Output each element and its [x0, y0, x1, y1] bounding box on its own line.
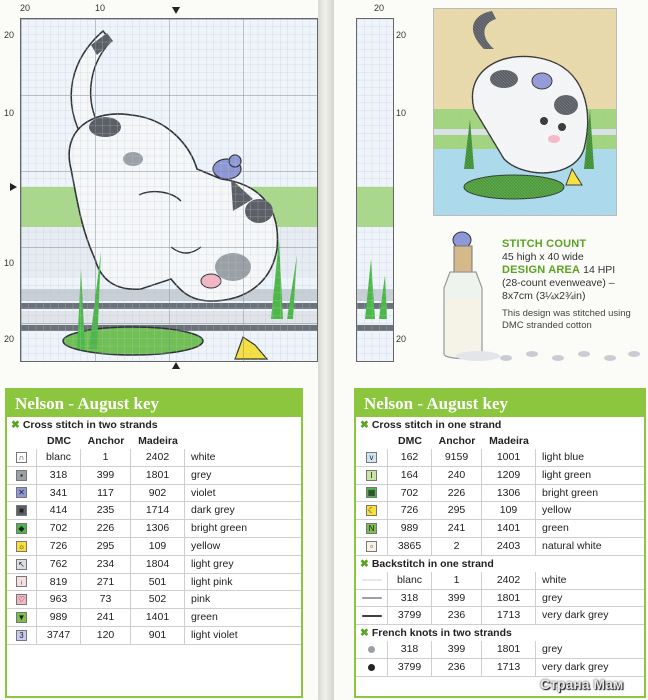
color-name-cell: dark grey [185, 502, 301, 520]
symbol-cell [356, 538, 388, 556]
backstitch-line-icon [362, 615, 382, 617]
color-name-cell: natural white [536, 538, 644, 556]
section-heading-cross-stitch [7, 417, 301, 433]
symbol-cell [7, 556, 37, 574]
design-area-size: 8x7cm (3¼x2¾in) [502, 290, 586, 302]
thread-symbol-icon: ▪ [16, 470, 27, 481]
symbol-column-header [7, 433, 37, 449]
key-title: Nelson - August key [356, 390, 644, 417]
anchor-cell: 399 [432, 590, 482, 608]
madeira-cell: 1801 [131, 467, 185, 485]
symbol-cell [356, 449, 388, 467]
thread-symbol-icon: ☾ [367, 506, 376, 516]
anchor-cell: 295 [432, 502, 482, 520]
section-heading-french-knots [356, 625, 644, 641]
thread-symbol-icon: 3 [16, 630, 27, 641]
chart-artwork-strip [357, 19, 393, 361]
color-name-cell: very dark grey [536, 607, 644, 625]
thread-symbol-icon: ▦ [367, 488, 376, 498]
madeira-cell: 1401 [482, 520, 536, 538]
stitch-count-heading: STITCH COUNT [502, 238, 587, 250]
cross-stitch-chart-right [356, 18, 394, 362]
table-row [7, 485, 301, 503]
dmc-cell: 989 [388, 520, 432, 538]
section-heading-text: Cross stitch in two strands [22, 419, 158, 431]
table-row [7, 609, 301, 627]
design-note: This design was stitched using DMC stranded cotton [502, 308, 631, 331]
anchor-cell: 236 [432, 659, 482, 677]
thread-symbol-icon: ✕ [16, 487, 27, 498]
french-knot-icon [368, 664, 375, 671]
color-name-cell: bright green [536, 485, 644, 503]
anchor-cell: 236 [432, 607, 482, 625]
dmc-cell: 318 [37, 467, 81, 485]
madeira-cell: 1801 [482, 590, 536, 608]
anchor-cell: 399 [81, 467, 131, 485]
cross-mark-icon: ✖ [360, 419, 369, 431]
stitch-info-panel [502, 238, 642, 332]
thread-symbol-icon: ▼ [17, 613, 26, 623]
color-name-cell: light grey [185, 556, 301, 574]
color-name-cell: light green [536, 467, 644, 485]
table-row [356, 607, 644, 625]
backstitch-line-icon [362, 579, 382, 581]
anchor-cell: 234 [81, 556, 131, 574]
thread-symbol-icon: ♡ [17, 595, 26, 605]
table-row [356, 467, 644, 485]
dmc-cell: 726 [37, 538, 81, 556]
anchor-cell: 271 [81, 574, 131, 592]
madeira-cell: 902 [131, 485, 185, 503]
table-row [7, 591, 301, 609]
anchor-cell: 117 [81, 485, 131, 503]
column-header-anchor: Anchor [438, 435, 476, 447]
madeira-cell: 1713 [482, 659, 536, 677]
thread-symbol-icon: ■ [16, 505, 27, 516]
key-title: Nelson - August key [7, 390, 301, 417]
madeira-cell: 109 [131, 538, 185, 556]
madeira-cell: 1001 [482, 449, 536, 467]
dmc-cell: blanc [388, 572, 432, 590]
cross-mark-icon: ✖ [360, 627, 369, 640]
symbol-cell [356, 641, 388, 659]
madeira-cell: 1801 [482, 641, 536, 659]
dmc-cell: 3799 [388, 659, 432, 677]
design-area-heading: DESIGN AREA [502, 264, 581, 276]
column-header-madeira: Madeira [489, 435, 529, 447]
anchor-cell: 73 [81, 591, 131, 609]
anchor-cell: 240 [432, 467, 482, 485]
madeira-cell: 901 [131, 627, 185, 645]
key-table-left [5, 388, 303, 698]
color-name-cell: light blue [536, 449, 644, 467]
bottle-illustration [428, 228, 500, 363]
axis-number: 10 [396, 108, 407, 118]
madeira-cell: 2402 [131, 449, 185, 467]
symbol-cell [7, 485, 37, 503]
color-name-cell: green [536, 520, 644, 538]
dmc-cell: blanc [37, 449, 81, 467]
madeira-cell: 2403 [482, 538, 536, 556]
anchor-cell: 226 [81, 520, 131, 538]
axis-number: 10 [4, 108, 15, 118]
dmc-cell: 318 [388, 641, 432, 659]
dmc-cell: 414 [37, 502, 81, 520]
dmc-cell: 341 [37, 485, 81, 503]
symbol-cell [7, 591, 37, 609]
table-row [7, 502, 301, 520]
dmc-cell: 3865 [388, 538, 432, 556]
thread-symbol-icon: ↖ [16, 559, 27, 570]
anchor-cell: 241 [432, 520, 482, 538]
madeira-cell: 1306 [131, 520, 185, 538]
stitch-count-value: 45 high x 40 wide [502, 251, 584, 263]
symbol-cell [356, 520, 388, 538]
key-rows [7, 449, 301, 645]
anchor-cell: 9159 [432, 449, 482, 467]
color-name-cell: yellow [536, 502, 644, 520]
footprints-decoration [492, 338, 642, 368]
thread-symbol-icon: ᵢ [16, 576, 27, 587]
column-headers [7, 433, 301, 449]
color-name-cell: light pink [185, 574, 301, 592]
dmc-cell: 3747 [37, 627, 81, 645]
design-area-line [502, 264, 642, 277]
symbol-cell [356, 659, 388, 677]
design-area-fabric: (28-count evenweave) – [502, 277, 615, 289]
column-header-anchor: Anchor [87, 435, 125, 447]
symbol-column-header [356, 433, 388, 449]
table-row [356, 590, 644, 608]
color-name-cell: white [536, 572, 644, 590]
thread-symbol-icon: ∩ [16, 452, 27, 463]
table-row [7, 538, 301, 556]
dmc-cell: 819 [37, 574, 81, 592]
chart-artwork [21, 19, 317, 361]
cross-stitch-chart-left [20, 18, 318, 362]
color-name-cell: bright green [185, 520, 301, 538]
symbol-cell [356, 502, 388, 520]
table-row [356, 538, 644, 556]
dmc-cell: 162 [388, 449, 432, 467]
color-name-cell: light violet [185, 627, 301, 645]
thread-symbol-icon: N [366, 523, 377, 534]
axis-number: 20 [4, 334, 15, 344]
symbol-cell [7, 467, 37, 485]
axis-number: 20 [20, 3, 31, 13]
color-name-cell: yellow [185, 538, 301, 556]
madeira-cell: 1401 [131, 609, 185, 627]
axis-number: 20 [396, 30, 407, 40]
color-name-cell: grey [536, 590, 644, 608]
anchor-cell: 1 [432, 572, 482, 590]
section-heading-backstitch [356, 556, 644, 572]
table-row [356, 641, 644, 659]
column-header-dmc: DMC [47, 435, 71, 447]
footprints-artwork [492, 338, 642, 368]
symbol-cell [356, 590, 388, 608]
dmc-cell: 702 [37, 520, 81, 538]
madeira-cell: 2402 [482, 572, 536, 590]
axis-number: 20 [374, 3, 385, 13]
column-header-madeira: Madeira [138, 435, 178, 447]
dmc-cell: 318 [388, 590, 432, 608]
color-name-cell: green [185, 609, 301, 627]
page-gutter [318, 0, 334, 700]
dmc-cell: 762 [37, 556, 81, 574]
anchor-cell: 399 [432, 641, 482, 659]
madeira-cell: 501 [131, 574, 185, 592]
table-row [7, 556, 301, 574]
table-row [7, 449, 301, 467]
dmc-cell: 702 [388, 485, 432, 503]
color-name-cell: violet [185, 485, 301, 503]
table-row [7, 520, 301, 538]
watermark: Страна Мам [540, 676, 624, 692]
madeira-cell: 109 [482, 502, 536, 520]
symbol-cell [7, 502, 37, 520]
key-rows [356, 449, 644, 556]
dmc-cell: 3799 [388, 607, 432, 625]
symbol-cell [356, 485, 388, 503]
finished-design-photo [433, 8, 617, 216]
thread-symbol-icon: ▫ [366, 541, 377, 552]
symbol-cell [356, 467, 388, 485]
backstitch-rows [356, 572, 644, 625]
thread-symbol-icon: ☼ [17, 541, 26, 551]
thread-symbol-icon: I [366, 470, 377, 481]
section-heading-cross-stitch [356, 417, 644, 433]
french-knot-icon [368, 646, 375, 653]
madeira-cell: 1306 [482, 485, 536, 503]
anchor-cell: 120 [81, 627, 131, 645]
table-row [356, 502, 644, 520]
backstitch-line-icon [362, 597, 382, 599]
dmc-cell: 726 [388, 502, 432, 520]
madeira-cell: 1714 [131, 502, 185, 520]
axis-number: 20 [396, 334, 407, 344]
cross-mark-icon: ✖ [11, 419, 20, 431]
anchor-cell: 226 [432, 485, 482, 503]
color-name-cell: grey [536, 641, 644, 659]
thread-symbol-icon: v [366, 452, 377, 463]
symbol-cell [7, 627, 37, 645]
table-row [7, 627, 301, 645]
table-row [356, 449, 644, 467]
axis-number: 10 [4, 258, 15, 268]
table-row [7, 574, 301, 592]
dmc-cell: 989 [37, 609, 81, 627]
color-name-cell: white [185, 449, 301, 467]
table-row [356, 572, 644, 590]
column-header-dmc: DMC [398, 435, 422, 447]
symbol-cell [7, 520, 37, 538]
anchor-cell: 235 [81, 502, 131, 520]
dmc-cell: 164 [388, 467, 432, 485]
madeira-cell: 1209 [482, 467, 536, 485]
photo-artwork [434, 9, 616, 215]
color-name-cell: pink [185, 591, 301, 609]
section-heading-text: Backstitch in one strand [371, 557, 494, 570]
section-heading-text: Cross stitch in one strand [371, 419, 502, 431]
table-row [356, 659, 644, 677]
dmc-cell: 963 [37, 591, 81, 609]
bottle-artwork [428, 228, 500, 363]
table-row [356, 520, 644, 538]
axis-number: 10 [95, 3, 106, 13]
madeira-cell: 502 [131, 591, 185, 609]
symbol-cell [7, 609, 37, 627]
madeira-cell: 1713 [482, 607, 536, 625]
cross-mark-icon: ✖ [360, 557, 369, 570]
design-area-hpi: 14 HPI [583, 264, 616, 276]
symbol-cell [356, 572, 388, 590]
anchor-cell: 295 [81, 538, 131, 556]
table-row [7, 467, 301, 485]
center-marker-top [172, 7, 180, 14]
center-marker-bottom [172, 362, 180, 369]
anchor-cell: 241 [81, 609, 131, 627]
table-row [356, 485, 644, 503]
column-headers [356, 433, 644, 449]
madeira-cell: 1804 [131, 556, 185, 574]
key-table-right [354, 388, 646, 698]
color-name-cell: very dark grey [536, 659, 644, 677]
axis-number: 20 [4, 30, 15, 40]
symbol-cell [356, 607, 388, 625]
center-marker-side [10, 183, 17, 191]
symbol-cell [7, 574, 37, 592]
thread-symbol-icon: ◆ [16, 523, 27, 534]
symbol-cell [7, 449, 37, 467]
color-name-cell: grey [185, 467, 301, 485]
symbol-cell [7, 538, 37, 556]
section-heading-text: French knots in two strands [371, 627, 512, 640]
french-knot-rows [356, 641, 644, 677]
anchor-cell: 1 [81, 449, 131, 467]
anchor-cell: 2 [432, 538, 482, 556]
